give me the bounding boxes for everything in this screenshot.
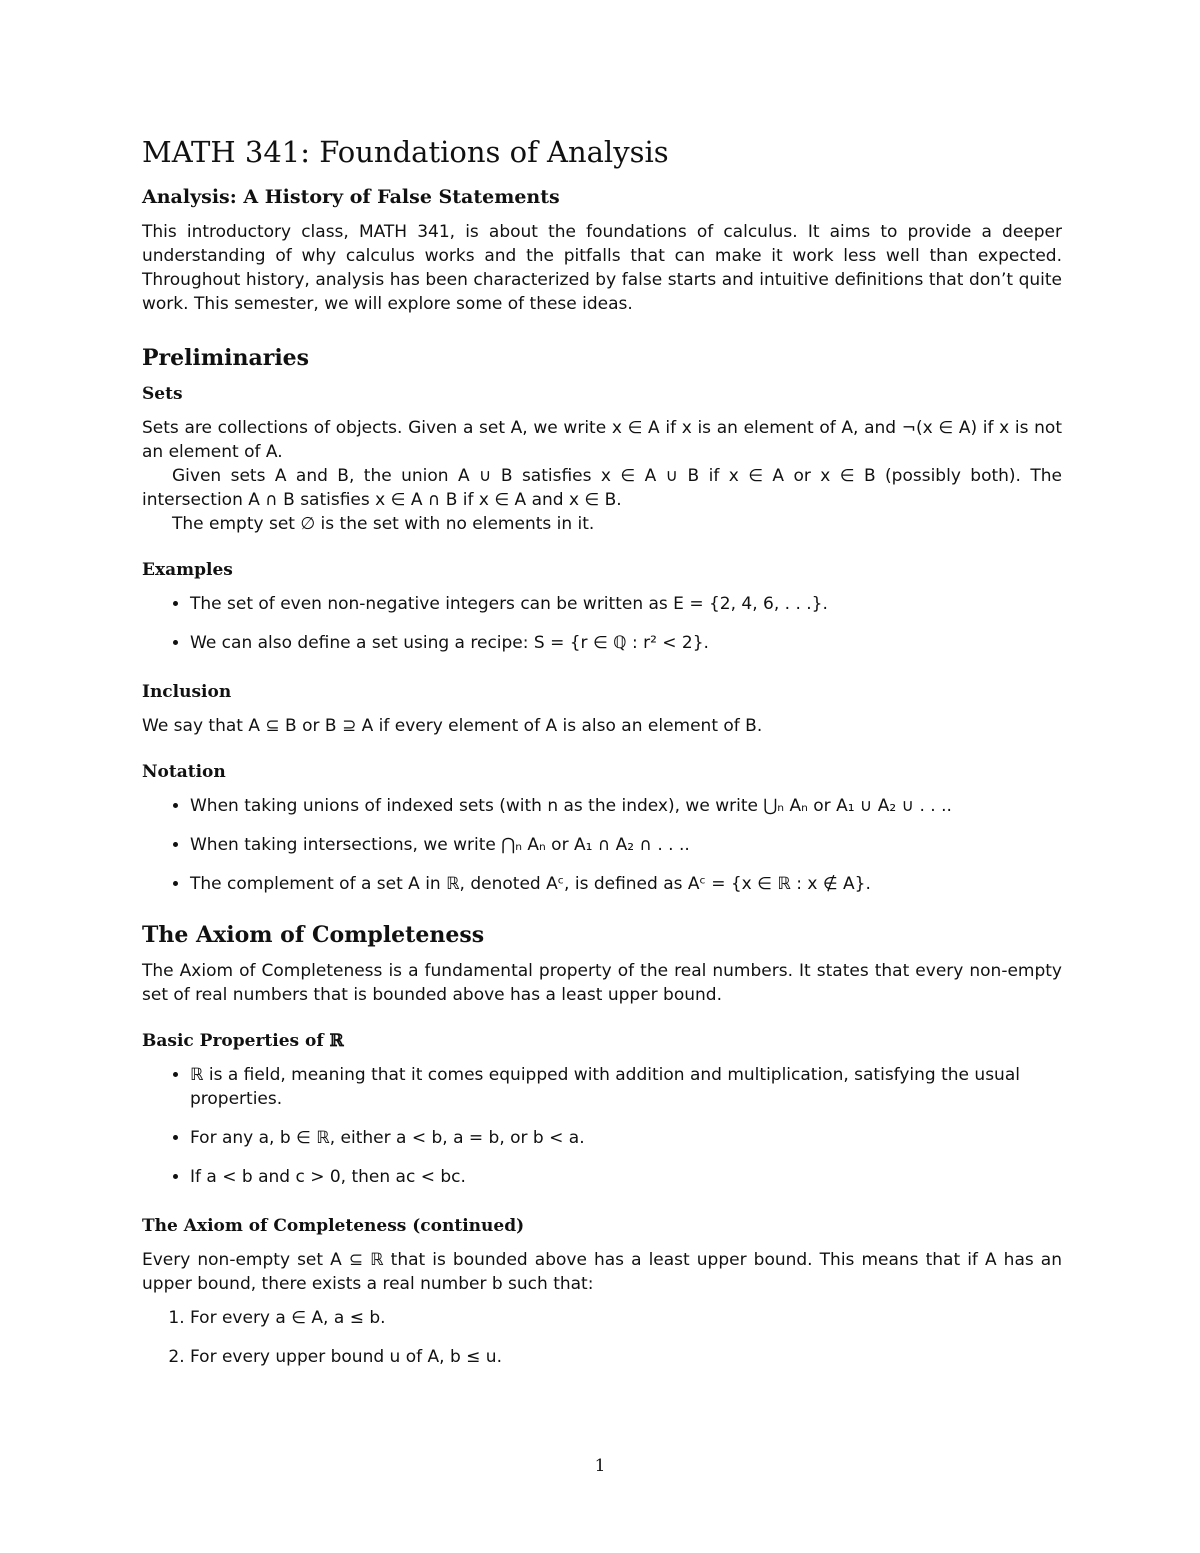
notation-heading: Notation [142,762,226,782]
list-item: 1. For every a ∈ A, a ≤ b. [190,1306,1062,1330]
completeness-heading: The Axiom of Completeness [142,922,485,948]
list-item: • ℝ is a field, meaning that it comes equipped with addition and multiplication, satisfying the usual properties. [190,1063,1062,1111]
completeness-continued-paragraph: Every non-empty set A ⊆ ℝ that is bounded above has a least upper bound. This means that if A has an upper bound, there exists a real number b such that: [142,1250,1062,1294]
basic-properties-heading: Basic Properties of ℝ [142,1031,344,1051]
document-title: MATH 341: Foundations of Analysis [142,135,669,169]
inclusion-heading: Inclusion [142,682,232,702]
list-item: • For any a, b ∈ ℝ, either a < b, a = b, or b < a. [190,1126,1062,1150]
list-item: • We can also define a set using a recipe: S = {r ∈ ℚ : r² < 2}. [190,631,1062,655]
completeness-continued-heading: The Axiom of Completeness (continued) [142,1216,525,1236]
notation-list [142,794,1062,896]
list-item: • When taking intersections, we write ⋂ₙ Aₙ or A₁ ∩ A₂ ∩ . . .. [190,833,1062,857]
sets-paragraph-1: Sets are collections of objects. Given a set A, we write x ∈ A if x is an element of A, and ¬(x ∈ A) if x is not an element of A. [142,418,1062,462]
completeness-paragraph: The Axiom of Completeness is a fundamental property of the real numbers. It states that every non-empty set of real numbers that is bounded above has a least upper bound. [142,961,1062,1005]
page-number: 1 [594,1456,606,1476]
sets-paragraph-3: The empty set ∅ is the set with no elements in it. [172,514,595,534]
examples-heading: Examples [142,560,233,580]
list-item: • The complement of a set A in ℝ, denoted Aᶜ, is defined as Aᶜ = {x ∈ ℝ : x ∉ A}. [190,872,1062,896]
sets-heading: Sets [142,384,183,404]
intro-heading: Analysis: A History of False Statements [142,186,560,208]
list-item: • The set of even non-negative integers can be written as E = {2, 4, 6, . . .}. [190,592,1062,616]
list-item: • When taking unions of indexed sets (with n as the index), we write ⋃ₙ Aₙ or A₁ ∪ A₂ ∪ . . .. [190,794,1062,818]
list-item: 2. For every upper bound u of A, b ≤ u. [190,1345,1062,1369]
examples-list [142,592,1062,655]
sets-paragraph-2: Given sets A and B, the union A ∪ B satisfies x ∈ A ∪ B if x ∈ A or x ∈ B (possibly both). The intersection A ∩ B satisfies x ∈ A ∩ B if x ∈ A and x ∈ B. [142,466,1062,510]
page-content [142,132,1062,1384]
upper-bound-list [142,1306,1062,1369]
list-item: • If a < b and c > 0, then ac < bc. [190,1165,1062,1189]
preliminaries-heading: Preliminaries [142,345,310,371]
basic-properties-list [142,1063,1062,1189]
intro-paragraph: This introductory class, MATH 341, is about the foundations of calculus. It aims to provide a deeper understanding of why calculus works and the pitfalls that can make it work less well than expected. Throughout history, analysis has been characterized by false starts and intuitive definitions that don’t quite work. This semester, we will explore some of these ideas. [142,222,1062,314]
inclusion-paragraph: We say that A ⊆ B or B ⊇ A if every element of A is also an element of B. [142,716,763,736]
